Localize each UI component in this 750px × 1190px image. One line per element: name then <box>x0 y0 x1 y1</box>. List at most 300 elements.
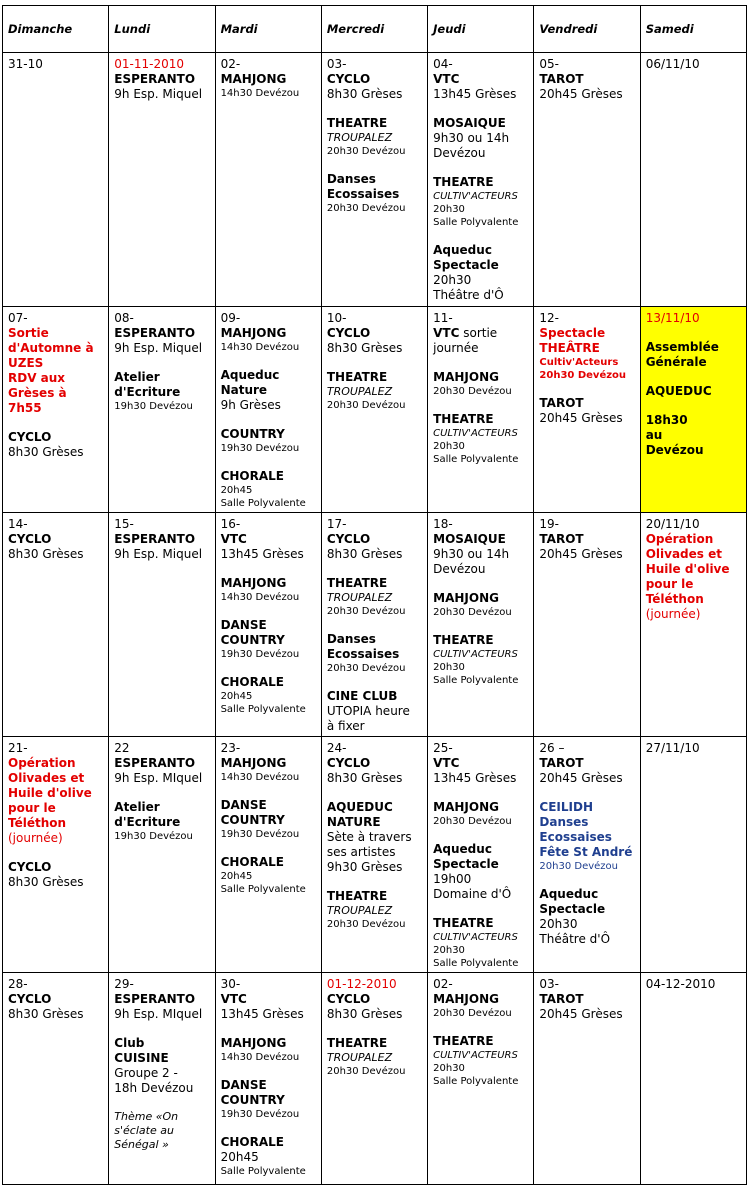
event <box>433 992 528 1020</box>
event-detail: 20h30 Devézou <box>326 919 406 930</box>
event-detail: 20h30 Devézou <box>326 663 406 674</box>
day-cell <box>640 307 746 513</box>
day-number: 15- <box>114 517 134 531</box>
event-detail: 19h30 Devézou <box>220 1109 300 1120</box>
event-title: ESPERANTO <box>114 992 196 1006</box>
day-number: 28- <box>8 977 28 991</box>
event-title: VTC sortie <box>433 326 498 340</box>
event-detail: 18h Devézou <box>114 1081 194 1095</box>
day-cell <box>215 737 321 973</box>
event <box>646 384 741 399</box>
event <box>433 370 528 398</box>
week-row <box>3 53 747 307</box>
event-detail: 8h30 Grèses <box>326 1007 403 1021</box>
event <box>114 992 209 1022</box>
event-detail: Devézou <box>433 146 486 160</box>
event-detail: 20h30 <box>433 204 465 215</box>
event-detail: TROUPALEZ <box>326 591 393 604</box>
event <box>646 340 741 370</box>
event-title: AQUEDUC <box>326 800 393 814</box>
event <box>221 532 316 562</box>
event-detail: Théâtre d'Ô <box>433 288 504 302</box>
day-cell <box>3 513 109 737</box>
header-row <box>3 6 747 53</box>
event-detail: 19h00 <box>433 872 472 886</box>
day-cell <box>534 973 640 1185</box>
day-cell <box>428 307 534 513</box>
header-lundi: Lundi <box>109 6 215 53</box>
event-title: Thème «On <box>114 1110 179 1123</box>
event-detail: Devézou <box>645 443 704 457</box>
event-detail: Salle Polyvalente <box>220 498 306 509</box>
event-detail: 20h30 <box>433 441 465 452</box>
event-detail: 14h30 Devézou <box>220 88 300 99</box>
event-detail: 20h45 <box>220 1150 259 1164</box>
header-samedi: Samedi <box>640 6 746 53</box>
event-title: CYCLO <box>8 860 52 874</box>
event <box>433 243 528 303</box>
event-detail: Salle Polyvalente <box>433 1076 519 1087</box>
day-number: 26 – <box>539 741 565 755</box>
event <box>433 326 528 356</box>
event-title: 18h30 <box>645 413 688 427</box>
event-title: DANSE <box>220 798 267 812</box>
event-detail: 13h45 Grèses <box>220 547 304 561</box>
week-row <box>3 973 747 1185</box>
event-detail: 13h45 Grèses <box>433 771 517 785</box>
day-number: 23- <box>220 741 241 755</box>
event-title: THEATRE <box>433 412 494 426</box>
day-number: 31-10 <box>8 57 43 71</box>
week-row <box>3 307 747 513</box>
event-detail: 20h30 <box>433 1063 465 1074</box>
event-detail: TROUPALEZ <box>326 904 393 917</box>
day-cell <box>640 513 746 737</box>
event-title: THEATRE <box>326 1036 388 1050</box>
event <box>539 800 634 873</box>
event-detail: CUISINE <box>114 1051 169 1065</box>
event <box>221 469 316 510</box>
event-detail: Salle Polyvalente <box>433 217 519 228</box>
day-number: 01-12-2010 <box>326 977 397 991</box>
event-detail: 20h45 Grèses <box>539 411 623 425</box>
event-detail: d'Ecriture <box>114 385 181 399</box>
event <box>327 756 422 786</box>
event <box>327 889 422 931</box>
event-detail: 20h30 Devézou <box>326 1066 406 1077</box>
day-cell <box>3 737 109 973</box>
day-cell <box>3 53 109 307</box>
event-detail: 20h30 Devézou <box>326 146 406 157</box>
event-detail: 19h30 Devézou <box>220 649 300 660</box>
day-number: 16- <box>220 517 241 531</box>
event-detail: Salle Polyvalente <box>433 454 519 465</box>
day-cell <box>3 307 109 513</box>
event-detail: 8h30 Grèses <box>8 1007 84 1021</box>
event-detail: CULTIV'ACTEURS <box>433 649 518 660</box>
event-detail: NATURE <box>326 815 381 829</box>
day-cell <box>640 53 746 307</box>
event-title: MAHJONG <box>220 1036 287 1050</box>
event-detail: 20h30 Devézou <box>326 400 406 411</box>
event-detail: 13h45 Grèses <box>220 1007 304 1021</box>
event <box>433 175 528 229</box>
event-title: Opération <box>8 756 76 770</box>
event-title: MOSAIQUE <box>433 532 506 546</box>
event-detail: Salle Polyvalente <box>433 958 519 969</box>
day-number: 19- <box>539 517 560 531</box>
week-row <box>3 513 747 737</box>
event-detail: Ecossaises <box>326 647 400 661</box>
event-title: DANSE <box>220 1078 267 1092</box>
event-title: Aqueduc <box>539 887 599 901</box>
event-detail: 20h30 Devézou <box>326 606 406 617</box>
event-detail: CULTIV'ACTEURS <box>433 428 518 439</box>
event-detail: Huile d'olive <box>645 562 730 576</box>
event-title: THEATRE <box>326 116 388 130</box>
event-detail: Devézou <box>433 562 486 576</box>
event-detail: 19h30 Devézou <box>114 401 193 412</box>
event <box>539 396 634 426</box>
day-cell <box>428 513 534 737</box>
event-detail: 20h45 Grèses <box>539 547 623 561</box>
event-title: Spectacle <box>539 326 606 340</box>
event-detail: Huile d'olive <box>8 786 92 800</box>
event-title: CHORALE <box>220 675 284 689</box>
event <box>327 532 422 562</box>
event-title: MAHJONG <box>220 576 287 590</box>
day-cell <box>534 307 640 513</box>
event-title: TAROT <box>539 992 584 1006</box>
day-cell <box>321 307 427 513</box>
event-title: DANSE <box>220 618 267 632</box>
event <box>433 800 528 828</box>
event-detail: TROUPALEZ <box>326 1051 393 1064</box>
event-detail: Sénégal » <box>114 1138 169 1151</box>
day-number: 14- <box>8 517 28 531</box>
event-title: THEATRE <box>326 576 388 590</box>
event-title: Club <box>114 1036 145 1050</box>
event <box>327 370 422 412</box>
event-title: MAHJONG <box>220 72 287 86</box>
day-number: 24- <box>326 741 347 755</box>
day-cell <box>428 53 534 307</box>
day-cell <box>534 737 640 973</box>
event-detail: Groupe 2 - <box>114 1066 178 1080</box>
event-detail: 14h30 Devézou <box>220 342 300 353</box>
event <box>539 532 634 562</box>
day-number: 02- <box>433 977 453 991</box>
day-number: 13/11/10 <box>645 311 700 325</box>
day-cell <box>428 973 534 1185</box>
event-title: VTC <box>433 72 460 86</box>
day-number: 03- <box>326 57 347 71</box>
event-detail: Ecossaises <box>326 187 400 201</box>
event-detail: s'éclate au <box>114 1124 174 1137</box>
event <box>8 326 103 416</box>
event <box>327 689 422 734</box>
event-title: CHORALE <box>220 469 284 483</box>
event-detail: Sète à travers <box>326 830 412 844</box>
event <box>221 326 316 354</box>
day-cell <box>109 973 215 1185</box>
event-detail: 9h Esp. Miquel <box>114 547 203 561</box>
event-title: AQUEDUC <box>645 384 712 398</box>
event-detail: pour le <box>645 577 694 591</box>
event <box>539 756 634 786</box>
event-title: CHORALE <box>220 855 284 869</box>
event-title: MAHJONG <box>433 591 499 605</box>
event-detail: CULTIV'ACTEURS <box>433 191 518 202</box>
event-title: TAROT <box>539 396 584 410</box>
event <box>539 326 634 382</box>
event-detail: Théâtre d'Ô <box>539 932 611 946</box>
day-number: 05- <box>539 57 560 71</box>
event-detail: 20h30 Devézou <box>433 607 512 618</box>
event <box>327 326 422 356</box>
event-title: CYCLO <box>326 532 371 546</box>
event <box>114 1036 209 1096</box>
event-title: CYCLO <box>326 72 371 86</box>
event-detail: 7h55 <box>8 401 42 415</box>
event-title: ESPERANTO <box>114 326 196 340</box>
event-detail: Nature <box>220 383 268 397</box>
event-title: MAHJONG <box>220 756 287 770</box>
event-detail: Domaine d'Ô <box>433 887 512 901</box>
event <box>433 633 528 687</box>
event-detail: Grèses à <box>8 386 67 400</box>
day-number: 20/11/10 <box>645 517 700 531</box>
day-cell <box>321 737 427 973</box>
event-detail: 20h30 Devézou <box>326 203 406 214</box>
event <box>221 756 316 784</box>
event-detail: 20h30 Devézou <box>433 1008 512 1019</box>
day-number: 04-12-2010 <box>645 977 716 991</box>
event <box>221 427 316 455</box>
event-detail: pour le <box>8 801 56 815</box>
day-cell <box>640 737 746 973</box>
event <box>8 756 103 846</box>
event-detail: 19h30 Devézou <box>114 831 193 842</box>
event-detail: TROUPALEZ <box>326 385 393 398</box>
event <box>327 1036 422 1078</box>
event-detail: 20h30 Devézou <box>433 386 512 397</box>
event <box>221 798 316 841</box>
event <box>114 800 209 843</box>
event-detail: 8h30 Grèses <box>8 547 84 561</box>
day-number: 06/11/10 <box>645 57 700 71</box>
event-title: CYCLO <box>326 326 371 340</box>
event <box>433 916 528 970</box>
event-title: Danses <box>326 632 376 646</box>
event-detail: 20h45 <box>220 691 253 702</box>
event-title: Aqueduc <box>433 243 492 257</box>
event <box>221 576 316 604</box>
event-detail: 20h30 Devézou <box>539 370 627 381</box>
event-detail: 20h30 Devézou <box>539 861 618 872</box>
day-cell <box>321 973 427 1185</box>
event-detail: Danses <box>539 815 589 829</box>
event-title: Danses <box>326 172 376 186</box>
day-number: 27/11/10 <box>645 741 700 755</box>
day-number: 03- <box>539 977 560 991</box>
event <box>646 532 741 622</box>
event-detail: d'Automne à <box>8 341 94 355</box>
day-number: 01-11-2010 <box>114 57 185 71</box>
event-detail: Olivades et <box>645 547 722 561</box>
event <box>327 576 422 618</box>
event <box>539 887 634 947</box>
event-title: VTC <box>220 992 247 1006</box>
event <box>8 860 103 890</box>
event <box>327 72 422 102</box>
event-title: THEATRE <box>433 916 494 930</box>
event <box>539 72 634 102</box>
calendar-table <box>2 5 747 1185</box>
event-title: VTC <box>433 756 460 770</box>
event-title: CYCLO <box>326 992 371 1006</box>
day-cell <box>215 513 321 737</box>
header-mardi: Mardi <box>215 6 321 53</box>
event-detail: Ecossaises <box>539 830 612 844</box>
event-title: CYCLO <box>8 430 52 444</box>
event <box>327 632 422 675</box>
event <box>433 842 528 902</box>
event-detail: 19h30 Devézou <box>220 829 300 840</box>
event-detail: 14h30 Devézou <box>220 592 300 603</box>
day-number: 25- <box>433 741 453 755</box>
header-vendredi: Vendredi <box>534 6 640 53</box>
event-detail: 13h45 Grèses <box>433 87 517 101</box>
day-number: 10- <box>326 311 347 325</box>
day-cell <box>534 53 640 307</box>
event-detail: 20h30 Devézou <box>433 816 512 827</box>
event-detail: au <box>645 428 663 442</box>
header-jeudi: Jeudi <box>428 6 534 53</box>
event-title: MAHJONG <box>433 800 499 814</box>
event-detail: UTOPIA heure <box>326 704 410 718</box>
event-detail: Salle Polyvalente <box>220 1166 306 1177</box>
event-detail: Spectacle <box>433 258 499 272</box>
event <box>8 430 103 460</box>
day-number: 18- <box>433 517 453 531</box>
event-detail: d'Ecriture <box>114 815 181 829</box>
day-cell <box>215 973 321 1185</box>
event <box>433 591 528 619</box>
event-detail: CULTIV'ACTEURS <box>433 1050 518 1061</box>
day-cell <box>109 53 215 307</box>
day-cell <box>321 53 427 307</box>
event-detail: à fixer <box>326 719 365 733</box>
event <box>433 116 528 161</box>
day-number: 04- <box>433 57 453 71</box>
event <box>221 675 316 716</box>
event-detail: 8h30 Grèses <box>8 445 84 459</box>
event-title: MAHJONG <box>433 370 499 384</box>
event-title: Atelier <box>114 370 160 384</box>
event-detail: THEÂTRE <box>539 341 600 355</box>
event <box>114 756 209 786</box>
day-cell <box>428 737 534 973</box>
day-cell <box>3 973 109 1185</box>
event <box>114 370 209 413</box>
event-detail: 20h45 Grèses <box>539 771 623 785</box>
event-detail: 9h Esp. MIquel <box>114 771 203 785</box>
day-number: 09- <box>220 311 241 325</box>
event-detail: Cultiv'Acteurs <box>539 357 619 368</box>
event-title: THEATRE <box>433 175 494 189</box>
event-detail: Générale <box>645 355 707 369</box>
day-number: 21- <box>8 741 28 755</box>
event <box>433 756 528 786</box>
calendar-body <box>3 53 747 1185</box>
event-detail: COUNTRY <box>220 1093 285 1107</box>
event-detail: 8h30 Grèses <box>326 87 403 101</box>
header-dimanche: Dimanche <box>3 6 109 53</box>
event <box>8 992 103 1022</box>
event-detail: 9h Esp. Miquel <box>114 341 203 355</box>
event-title: MAHJONG <box>220 326 287 340</box>
event-detail: Spectacle <box>539 902 606 916</box>
event-detail: Olivades et <box>8 771 85 785</box>
event <box>221 72 316 100</box>
day-cell <box>321 513 427 737</box>
event-detail: 9h Grèses <box>220 398 281 412</box>
event-detail: 20h30 <box>433 662 465 673</box>
event <box>114 72 209 102</box>
event-detail: 8h30 Grèses <box>326 341 403 355</box>
event <box>221 1135 316 1178</box>
event-detail: 8h30 Grèses <box>326 771 403 785</box>
header-mercredi: Mercredi <box>321 6 427 53</box>
event-title: CEILIDH <box>539 800 593 814</box>
event <box>433 412 528 466</box>
event-detail: (journée) <box>8 831 63 845</box>
event <box>8 532 103 562</box>
event-detail: CULTIV'ACTEURS <box>433 932 518 943</box>
event-detail: 20h45 Grèses <box>539 87 623 101</box>
event-detail: COUNTRY <box>220 633 285 647</box>
event-title: CYCLO <box>8 992 52 1006</box>
event-detail: Salle Polyvalente <box>220 884 306 895</box>
event-title: Aqueduc <box>220 368 280 382</box>
event <box>221 618 316 661</box>
event <box>327 116 422 158</box>
event-detail: (journée) <box>645 607 701 621</box>
event <box>221 1078 316 1121</box>
event-detail: 14h30 Devézou <box>220 1052 300 1063</box>
day-number: 02- <box>220 57 241 71</box>
day-cell <box>534 513 640 737</box>
event <box>114 532 209 562</box>
event-title: THEATRE <box>326 889 388 903</box>
day-cell <box>215 53 321 307</box>
week-row <box>3 737 747 973</box>
event-detail: Fête St André <box>539 845 633 859</box>
day-number: 11- <box>433 311 453 325</box>
event-title: Opération <box>645 532 714 546</box>
event-detail: 20h45 <box>220 485 253 496</box>
event-title: TAROT <box>539 756 584 770</box>
event-title: Atelier <box>114 800 160 814</box>
day-number: 07- <box>8 311 28 325</box>
event-detail: 9h30 ou 14h <box>433 547 510 561</box>
event-title: ESPERANTO <box>114 756 196 770</box>
event-detail: 20h45 Grèses <box>539 1007 623 1021</box>
event-detail: 20h45 <box>220 871 253 882</box>
day-number: 17- <box>326 517 347 531</box>
event <box>221 368 316 413</box>
